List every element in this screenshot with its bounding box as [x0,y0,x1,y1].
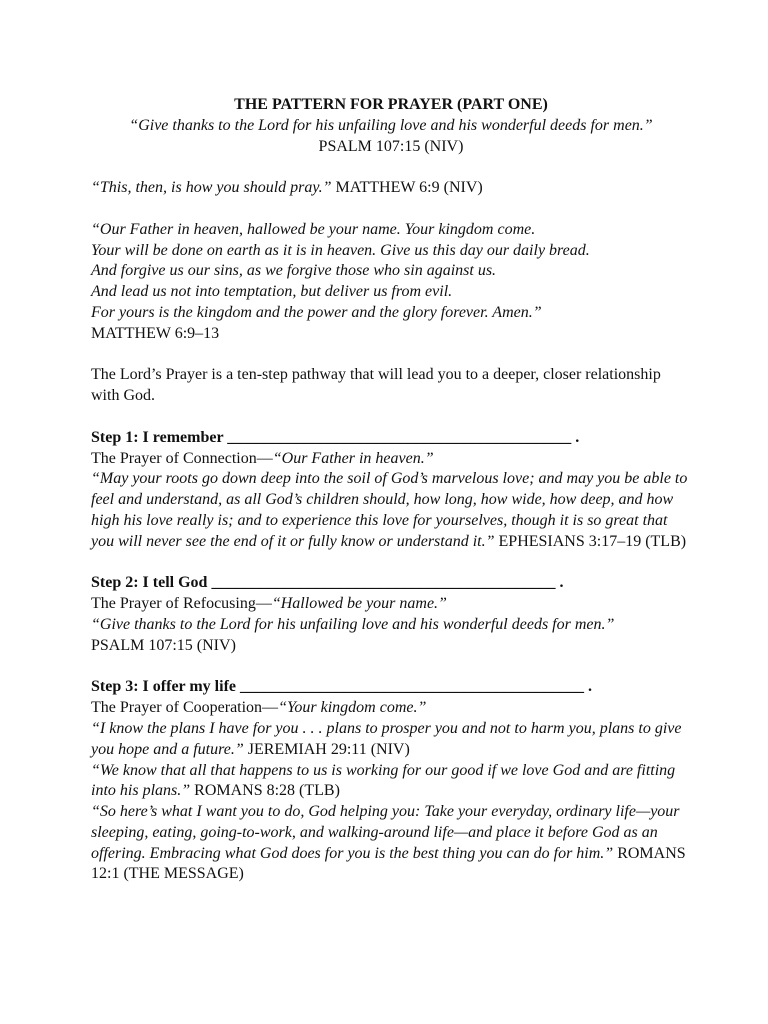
prayer-phrase: “Your kingdom come.” [278,699,427,717]
scripture-ref: PSALM 107:15 (NIV) [91,636,236,654]
prayer-line: And forgive us our sins, as we forgive those who sin against us. [91,262,497,280]
prayer-line: Your will be done on earth as it is in heaven. Give us this day our daily bread. [91,241,590,259]
lords-prayer [91,220,691,345]
prayer-type-label: The Prayer of Refocusing— [91,595,272,613]
prayer-phrase: “Hallowed be your name.” [271,595,447,613]
intro-ref: MATTHEW 6:9 (NIV) [331,179,483,197]
scripture-text: “We know that all that happens to us is working for our good if we love God and are fitting into his plans.” [91,761,676,800]
scripture-quote [91,802,691,885]
spacer [91,407,691,428]
scripture-quote [91,469,691,552]
scripture-quote [91,615,691,636]
prayer-type-line [91,698,691,719]
scripture-ref: JEREMIAH 29:11 (NIV) [243,740,410,758]
step-heading: Step 3: I offer my life ___________________________________________ . [91,678,592,696]
step-heading: Step 2: I tell God ___________________________________________ . [91,574,564,592]
prayer-phrase: “Our Father in heaven.” [272,449,434,467]
title-verse-ref: PSALM 107:15 (NIV) [318,137,464,155]
spacer [91,345,691,366]
page-title: THE PATTERN FOR PRAYER (PART ONE) [234,96,548,113]
scripture-ref: EPHESIANS 3:17–19 (TLB) [494,532,687,550]
scripture-text: “I know the plans I have for you . . . plans to prosper you and not to harm you, plans to give you hope and a future.” [91,719,682,758]
title-verse [91,116,691,137]
step-section [91,428,691,553]
intro-verse [91,178,691,199]
step-heading: Step 1: I remember ___________________________________________ . [91,428,580,446]
scripture-text: “Give thanks to the Lord for his unfailing love and his wonderful deeds for men.” [91,615,615,633]
prayer-line: For yours is the kingdom and the power and the glory forever. Amen.” [91,303,542,321]
intro-quote: “This, then, is how you should pray.” [91,179,332,197]
prayer-type-label: The Prayer of Connection— [91,449,273,467]
summary-paragraph: The Lord’s Prayer is a ten-step pathway that will lead you to a deeper, closer relationship with God. [91,366,661,405]
spacer [91,157,691,178]
scripture-ref: ROMANS 8:28 (TLB) [190,782,340,800]
prayer-line: “Our Father in heaven, hallowed be your name. Your kingdom come. [91,220,536,238]
prayer-line: And lead us not into temptation, but deliver us from evil. [91,283,453,301]
lords-prayer-ref: MATTHEW 6:9–13 [91,324,220,342]
prayer-type-line [91,594,691,615]
title-verse-text: “Give thanks to the Lord for his unfailing love and his wonderful deeds for men.” [129,116,653,134]
document-page [91,95,691,885]
prayer-type-label: The Prayer of Cooperation— [91,699,279,717]
spacer [91,199,691,220]
spacer [91,657,691,678]
scripture-text: “So here’s what I want you to do, God helping you: Take your everyday, ordinary life—your sleeping, eating, going-to-work, and walking-around life—and place it before God as an offering. Embracing what God does for you is the best thing you can do for him.” [91,803,680,862]
scripture-ref: ROMANS 12:1 (THE MESSAGE) [91,844,686,883]
step-section [91,573,691,656]
scripture-text: “May your roots go down deep into the soil of God’s marvelous love; and may you be able to feel and understand, as all God’s children should, how long, how wide, how deep, and how high his love really is; and to experience this love for yourselves, though it is so great that you will never see the end of it or fully know or understand it.” [91,470,688,550]
scripture-quote [91,719,691,761]
scripture-quote [91,761,691,803]
prayer-type-line [91,449,691,470]
step-section [91,677,691,885]
spacer [91,553,691,574]
